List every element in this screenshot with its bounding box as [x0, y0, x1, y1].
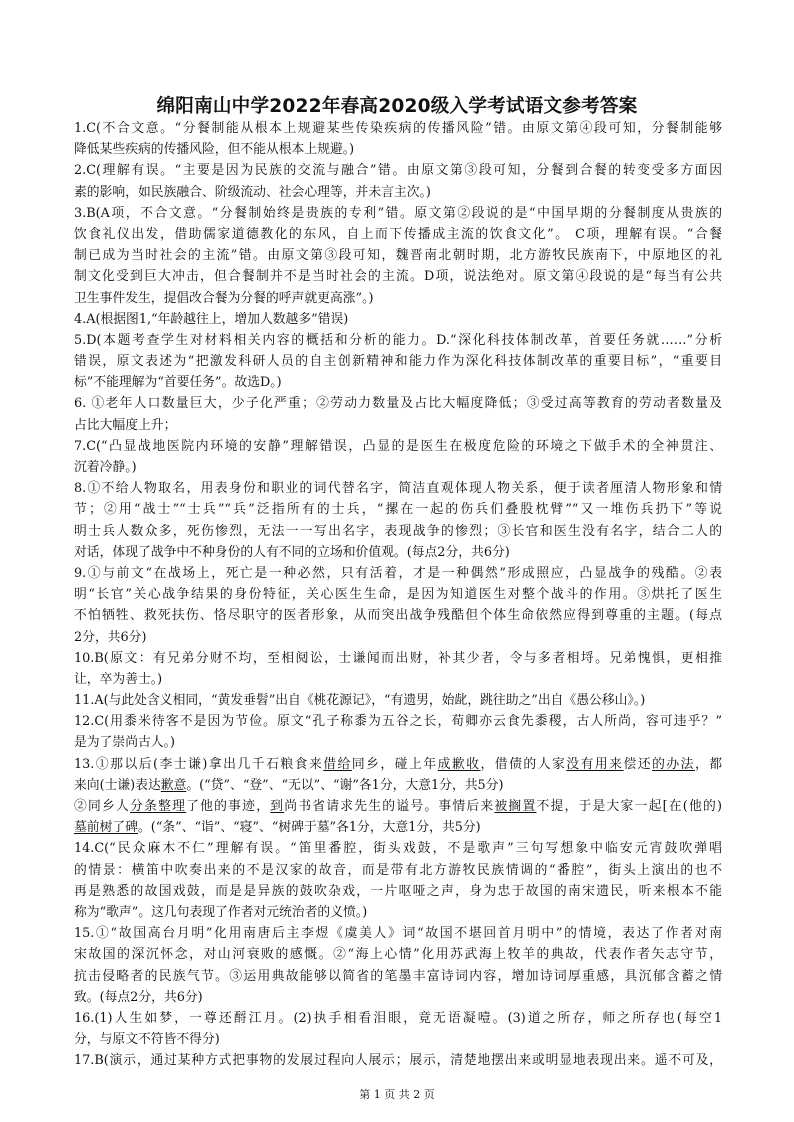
text-line: 降低某些疾病的传播风险，但不能从根本上规避。)	[74, 142, 355, 158]
text-line: 制文化受到巨大冲击，但合餐制并不是当时社会的主流。D项，说法绝对。原文第④段说的是“每当有公共	[74, 269, 722, 285]
text-line: 称为“歌声”。这几句表现了作者对元统治者的义愤。)	[74, 904, 368, 920]
underlined-phrase: 的办法	[652, 756, 695, 772]
document-title: 绵阳南山中学2022年春高2020级入学考试语文参考答案	[156, 96, 638, 117]
text-line: 素的影响，如民族融合、阶级流动、社会心理等，并未言主次。)	[74, 184, 431, 200]
text-line: 5.D(本题考查学生对材料相关内容的概括和分析的能力。D.“深化科技体制改革，首要任务就……”分析	[74, 332, 722, 348]
text-line: 13.①那以后(李士谦)拿出几千石粮食来借给同乡，碰上年成歉收，借债的人家没有用来偿还的办法，都	[74, 756, 722, 772]
text-line: 致。(每点2分，共6分)	[74, 989, 203, 1005]
text-line: 饮食礼仪出发，借助儒家道德教化的东风，自上而下传播成主流的饮食文化”。 C项，理解有误。“合餐	[74, 226, 722, 242]
text-line: 15.①“故国高台月明”化用南唐后主李煜《虞美人》词“故国不堪回首月明中”的情境，表达了作者对南	[74, 926, 722, 942]
text-line: 让，卒为善士。)	[74, 671, 163, 687]
text-line: 7.C(“凸显战地医院内环境的安静”理解错误，凸显的是医生在极度危险的环境之下做手术的全神贯注、	[74, 438, 722, 454]
text-line: 不怕牺牲、救死扶伤、恪尽职守的医者形象，从而突出战争残酷但个体生命依然应得到尊重的主题。(每点	[74, 608, 722, 624]
text-line: 卫生事件发生，提倡改合餐为分餐的呼声就更高涨”。)	[74, 290, 374, 306]
text-line: 12.C(用黍米待客不是因为节俭。原文“孔子称黍为五谷之长，荀卿亦云食先黍稷，古人所尚，容可违乎？”	[74, 714, 722, 730]
text-line: 再是熟悉的故国戏鼓，而是是异族的鼓吹杂戏，一片呕哑之声，身为忠于故国的南宋遗民，听来根本不能	[74, 883, 722, 899]
text-line: 2.C(理解有误。“主要是因为民族的交流与融合”错。由原文第③段可知，分餐到合餐的转变受多方面因	[74, 163, 722, 179]
text-line: 17.B(演示，通过某种方式把事物的发展过程向人展示；展示，清楚地摆出来或明显地表现出来。遥不可及，	[74, 1053, 722, 1069]
underlined-phrase: 借给	[323, 756, 352, 772]
text-line: 错误，原文表述为“把激发科研人员的自主创新精神和能力作为深化科技体制改革的重要目标”，“重要目	[74, 354, 722, 370]
text-line: 来向(士谦)表达歉意。(“贷”、“登”、“无以”、“谢”各1分，大意1分，共5分)	[74, 777, 504, 793]
text-line: 占比大幅度上升；	[74, 417, 177, 433]
text-line: 16.(1)人生如梦，一尊还酹江月。(2)执手相看泪眼，竟无语凝噎。(3)道之所存，师之所存也(每空1	[74, 1010, 722, 1026]
underlined-phrase: 没有用来	[566, 756, 624, 772]
text-line: 制已成为当时社会的主流”错。由原文第③段可知，魏晋南北朝时期，北方游牧民族南下，中原地区的礼	[74, 248, 722, 264]
underlined-phrase: 歉意	[160, 777, 187, 793]
text-line: 节；②用“战士”“士兵”“兵”泛指所有的士兵，“摞在一起的伤兵们叠股枕臂”“又一堆伤兵扔下”等说	[74, 502, 722, 518]
text-line: 墓前树了碑。(“条”、“诣”、“寝”、“树碑于墓”各1分，大意1分，共5分)	[74, 820, 481, 836]
underlined-phrase: 墓前树了碑	[74, 820, 138, 836]
text-line: 9.①与前文“在战场上，死亡是一种必然，只有活着，才是一种偶然”形成照应，凸显战争的残酷。②表	[74, 565, 722, 581]
text-line: 11.A(与此处含义相同，“黄发垂髫”出自《桃花源记》，“有遗男，始龀，跳往助之”出自《愚公移山》。)	[74, 693, 646, 709]
text-line: 3.B(A项，不合文意。“分餐制始终是贵族的专利”错。原文第②段说的是“中国早期的分餐制度从贵族的	[74, 205, 722, 221]
text-line: 1.C(不合文意。“分餐制能从根本上规避某些传染疾病的传播风险”错。由原文第④段可知，分餐制能够	[74, 121, 722, 136]
text-line: 明士兵人数众多，死伤惨烈，无法一一写出名字，表现战争的惨烈；③长官和医生没有名字，结合二人的	[74, 523, 722, 539]
underlined-phrase: 被搁置	[494, 799, 537, 814]
text-line: 的情景：横笛中吹奏出来的不是汉家的故音，而是带有北方游牧民族情调的“番腔”，街头上演出的也不	[74, 862, 722, 878]
text-line: 明“长官”关心战争结果的身份特征，关心医生生命，是因为知道医生对整个战斗的作用。③烘托了医生	[74, 587, 722, 603]
text-line: 标”不能理解为“首要任务”。故选D。)	[74, 375, 282, 391]
text-line: ②同乡人分条整理了他的事迹，到尚书省请求先生的谥号。事情后来被搁置不提，于是大家一起[在(他的)	[74, 799, 722, 814]
text-line: 分，与原文不符皆不得分)	[74, 1032, 220, 1048]
text-line: 抗击侵略者的民族气节。③运用典故能够以简省的笔墨丰富诗词内容，增加诗词厚重感，具沉郁含蓄之情	[74, 968, 722, 984]
underlined-phrase: 成歉收	[437, 756, 481, 772]
text-line: 对话，体现了战争中不种身份的人有不同的立场和价值观。(每点2分，共6分)	[74, 544, 510, 560]
text-line: 宋故国的深沉怀念，对山河衰败的感慨。②“海上心情”化用苏武海上牧羊的典故，代表作者矢志守节，	[74, 947, 722, 963]
text-line: 6. ①老年人口数量巨大，少子化严重；②劳动力数量及占比大幅度降低；③受过高等教育的劳动者数量及	[74, 396, 722, 412]
answer-body	[74, 118, 722, 1071]
underlined-phrase: 分条整理	[130, 799, 187, 814]
text-line: 沉着冷静。)	[74, 460, 137, 475]
text-line: 2分，共6分)	[74, 629, 147, 645]
text-line: 是为了崇尚古人。)	[74, 735, 175, 751]
page-footer: 第 1 页 共 2 页	[359, 1088, 435, 1101]
text-line: 10.B(原文：有兄弟分财不均，至相阋讼，士谦闻而出财，补其少者，令与多者相埒。兄弟愧惧，更相推	[74, 650, 722, 666]
text-line: 4.A(根据图1,“年龄越往上，增加人数越多”错误)	[74, 311, 349, 327]
text-line: 14.C(“民众麻木不仁”理解有误。“笛里番腔，街头戏鼓，不是歌声”三句写想象中临安元宵鼓吹弹唱	[74, 841, 722, 857]
text-line: 8.①不给人物取名，用表身份和职业的词代替名字，简洁直观体现人物关系，便于读者厘清人物形象和情	[74, 481, 722, 497]
underlined-phrase: 到	[270, 799, 285, 814]
